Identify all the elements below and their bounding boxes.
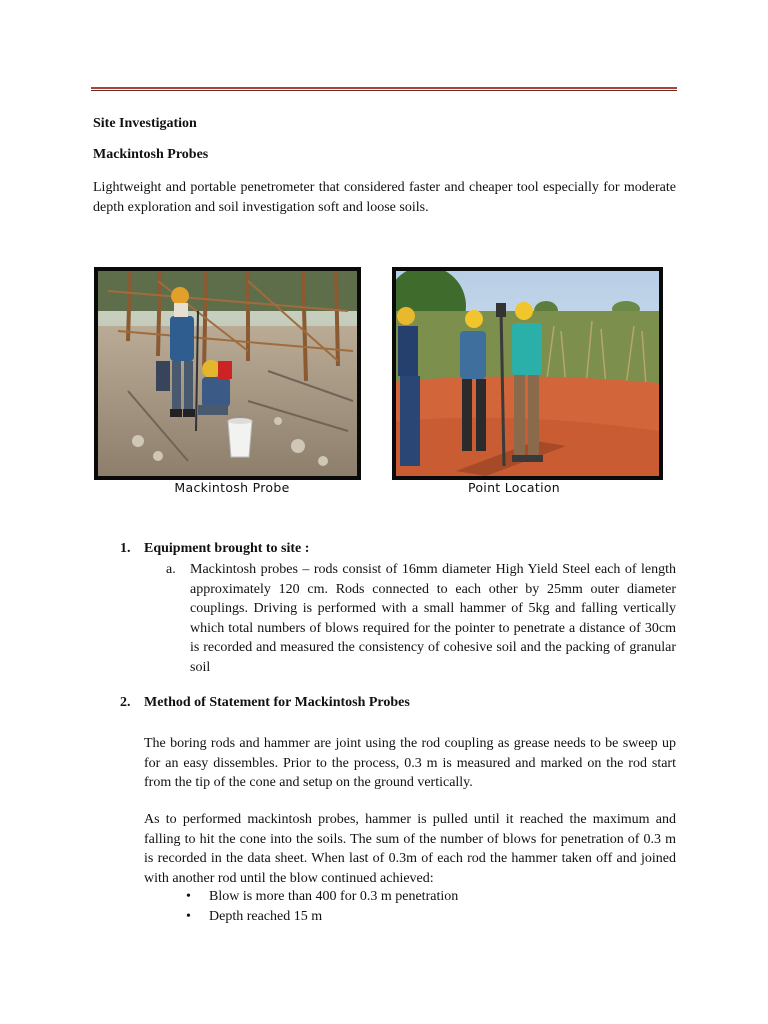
sub-item-letter: a.: [166, 562, 176, 577]
bullet-text: Blow is more than 400 for 0.3 m penetration: [209, 889, 459, 904]
list-item-1-number: 1.: [120, 541, 131, 556]
list-item-1-title: Equipment brought to site :: [144, 541, 310, 556]
bullet-icon: •: [186, 889, 191, 904]
mackintosh-probe-illustration: [98, 271, 357, 476]
bullet-icon: •: [186, 909, 191, 924]
list-item-1-sub-a: [166, 560, 676, 677]
mackintosh-probe-photo: [94, 267, 361, 480]
method-paragraph-1: The boring rods and hammer are joint using the rod coupling as grease needs to be sweep up for an easy dissembles. Prior to the process, 0.3 m is measured and marked on the rod start from the tip of the cone and setup on the ground vertically.: [144, 736, 676, 790]
header-rule-bottom: [91, 90, 677, 91]
bullet-item: [186, 909, 322, 925]
point-location-photo: [392, 267, 663, 480]
list-item-2-number: 2.: [120, 695, 131, 710]
subsection-title: Mackintosh Probes: [93, 147, 209, 162]
header-rule-top: [91, 87, 677, 89]
figure-caption-mackintosh-probe: Mackintosh Probe: [174, 480, 290, 495]
list-item-2-heading: [120, 695, 410, 711]
bullet-item: [186, 889, 458, 905]
section-title: Site Investigation: [93, 116, 197, 131]
list-item-2-title: Method of Statement for Mackintosh Probes: [144, 695, 410, 710]
method-paragraph-2: As to performed mackintosh probes, hammer is pulled until it reached the maximum and falling to hit the cone into the soils. The sum of the number of blows for penetration of 0.3 m is recorded in the data sheet. When last of 0.3m of each rod the hammer taken off and joined with another rod until the blow continued achieved:: [144, 812, 676, 886]
point-location-illustration: [396, 271, 659, 476]
sub-item-text: Mackintosh probes – rods consist of 16mm diameter High Yield Steel each of length approximately 120 cm. Rods connected to each other by 25mm outer diameter couplings. Driving is performed with a small hammer of 5kg and falling vertically which total numbers of blows required for the pointer to penetrate a distance of 30cm is recorded and measured the consistency of cohesive soil and the packing of granular soil: [190, 562, 676, 675]
list-item-1-heading: [120, 541, 309, 557]
bullet-text: Depth reached 15 m: [209, 909, 323, 924]
figure-caption-point-location: Point Location: [467, 480, 561, 495]
intro-paragraph: Lightweight and portable penetrometer that considered faster and cheaper tool especially for moderate depth exploration and soil investigation soft and loose soils.: [93, 180, 676, 215]
